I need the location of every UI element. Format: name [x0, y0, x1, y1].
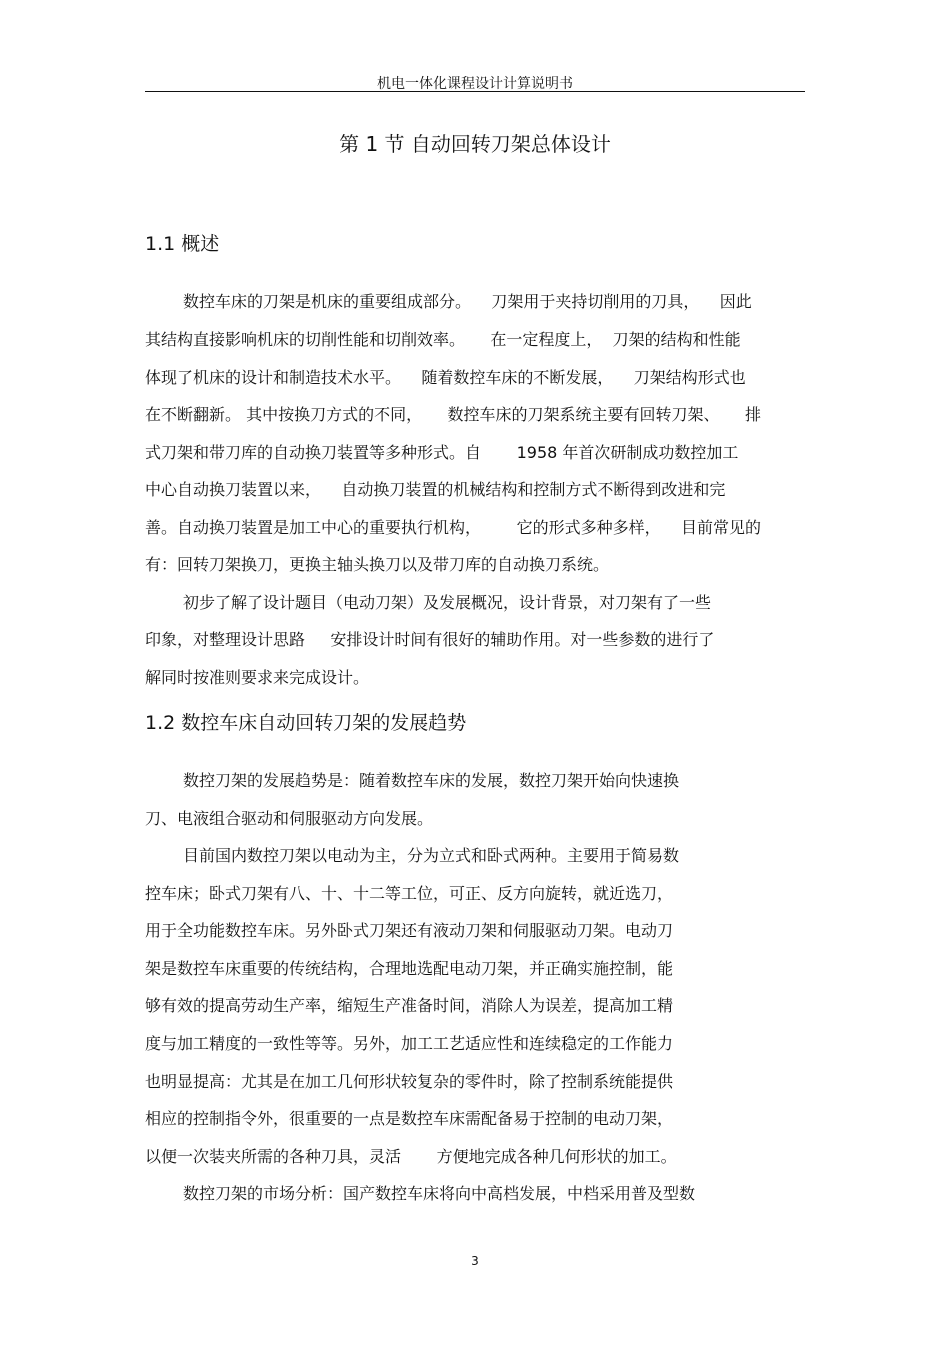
paragraph-line: 数控刀架的市场分析：国产数控车床将向中高档发展，中档采用普及型数 — [183, 1184, 696, 1203]
paragraph-line: 数控车床的刀架是机床的重要组成部分。 刀架用于夹持切削用的刀具， 因此 — [183, 292, 752, 311]
paragraph-line: 刀、电液组合驱动和伺服驱动方向发展。 — [145, 809, 434, 828]
paragraph-line: 数控刀架的发展趋势是：随着数控车床的发展，数控刀架开始向快速换 — [183, 771, 680, 790]
header-rule — [145, 91, 805, 92]
subsection-heading-trends: 1.2 数控车床自动回转刀架的发展趋势 — [145, 712, 467, 734]
paragraph-line: 度与加工精度的一致性等等。另外，加工工艺适应性和连续稳定的工作能力 — [145, 1034, 674, 1053]
subsection-heading-overview: 1.1 概述 — [145, 233, 220, 255]
paragraph-line: 其结构直接影响机床的切削性能和切削效率。 在一定程度上， 刀架的结构和性能 — [145, 330, 741, 349]
paragraph-line: 体现了机床的设计和制造技术水平。 随着数控车床的不断发展， 刀架结构形式也 — [145, 368, 746, 387]
paragraph-line: 解同时按准则要求来完成设计。 — [145, 668, 370, 687]
page-header: 机电一体化课程设计计算说明书 — [377, 76, 573, 92]
paragraph-line: 也明显提高：尤其是在加工几何形状较复杂的零件时，除了控制系统能提供 — [145, 1072, 674, 1091]
paragraph-line: 够有效的提高劳动生产率，缩短生产准备时间，消除人为误差，提高加工精 — [145, 996, 674, 1015]
paragraph-line: 以便一次装夹所需的各种刀具，灵活 方便地完成各种几何形状的加工。 — [145, 1147, 677, 1166]
paragraph-line: 中心自动换刀装置以来， 自动换刀装置的机械结构和控制方式不断得到改进和完 — [145, 480, 726, 499]
paragraph-line: 架是数控车床重要的传统结构，合理地选配电动刀架，并正确实施控制，能 — [145, 959, 674, 978]
section-title: 第 1 节 自动回转刀架总体设计 — [339, 132, 611, 156]
paragraph-line: 目前国内数控刀架以电动为主，分为立式和卧式两种。主要用于简易数 — [183, 846, 680, 865]
paragraph-line: 有：回转刀架换刀，更换主轴头换刀以及带刀库的自动换刀系统。 — [145, 555, 610, 574]
page-number: 3 — [471, 1254, 479, 1268]
paragraph-line: 相应的控制指令外，很重要的一点是数控车床需配备易于控制的电动刀架， — [145, 1109, 674, 1128]
paragraph-line: 在不断翻新。 其中按换刀方式的不同， 数控车床的刀架系统主要有回转刀架、 排 — [145, 405, 761, 424]
paragraph-line: 式刀架和带刀库的自动换刀装置等多种形式。自 1958 年首次研制成功数控加工 — [145, 443, 739, 462]
paragraph-line: 用于全功能数控车床。另外卧式刀架还有液动刀架和伺服驱动刀架。电动刀 — [145, 921, 674, 940]
paragraph-line: 控车床；卧式刀架有八、十、十二等工位，可正、反方向旋转，就近选刀， — [145, 884, 674, 903]
paragraph-line: 善。自动换刀装置是加工中心的重要执行机构， 它的形式多种多样， 目前常见的 — [145, 518, 761, 537]
paragraph-line: 初步了解了设计题目（电动刀架）及发展概况，设计背景，对刀架有了一些 — [183, 593, 712, 612]
paragraph-line: 印象，对整理设计思路 安排设计时间有很好的辅助作用。对一些参数的进行了 — [145, 630, 715, 649]
